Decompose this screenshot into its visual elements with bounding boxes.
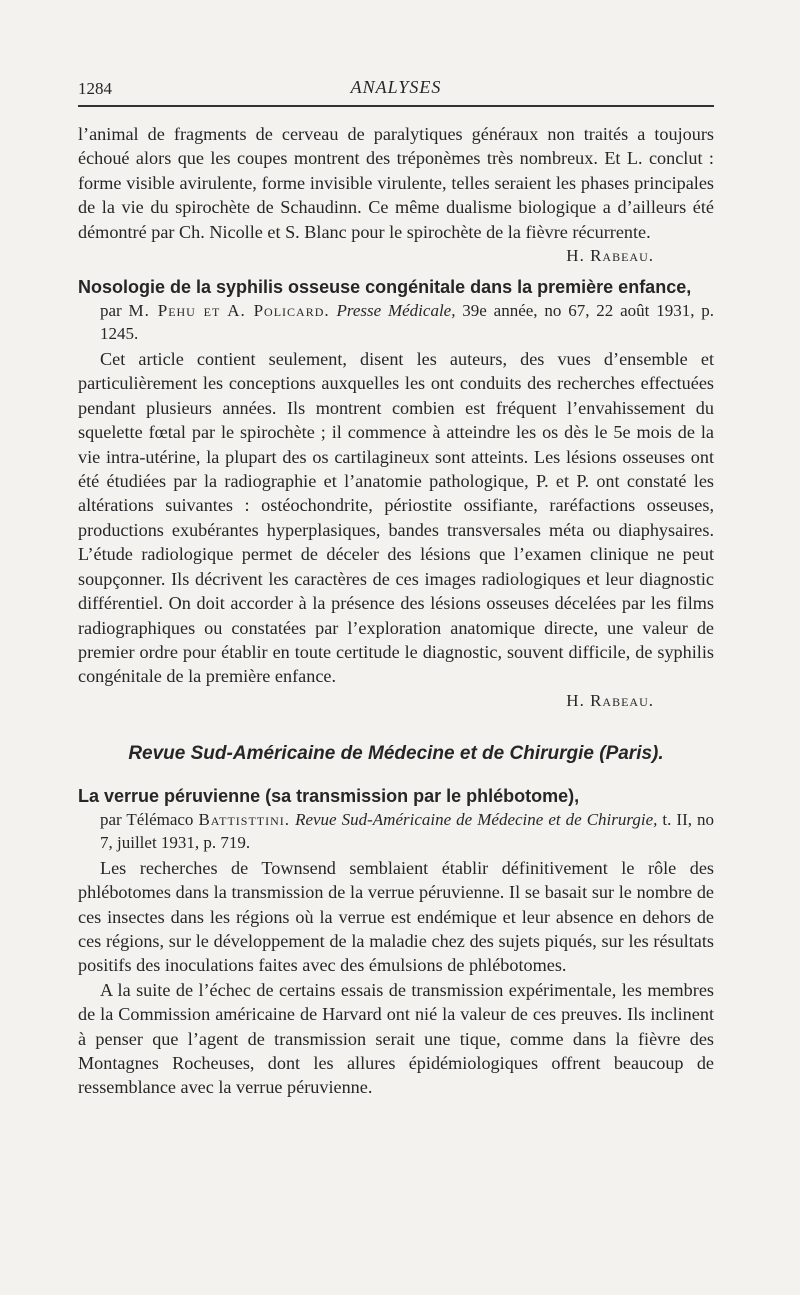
article2-body: Cet article contient seulement, disent les auteurs, des vues d’ensemble et particulièrement les conceptions auxquelles les ont conduits des recherches effectuées pendant plusieurs années. Ils montrent combien est fréquent l’envahissement du squelette fœtal par le spirochète ; il commence à atteindre les os dès le 5e mois de la vie intra-utérine, la plupart des os cartilagineux sont atteints. Les lésions osseuses ont été étudiées par la radiographie et l’anatomie pathologique, P. et P. ont constaté les altérations suivantes : ostéochondrite, périostite ossifiante, raréfactions osseuses, productions exubérantes hyperplasiques, bandes transversales méta ou diaphysaires. L’étude radiologique permet de déceler des lésions que l’examen clinique ne peut soupçonner. Ils décrivent les caractères de ces images radiologiques et leur diagnostic différentiel. On doit accorder à la présence des lésions osseuses décelées par les films radiographiques ou constatées par l’exploration anatomique directe, une valeur de premier ordre pour établir en toute certitude le diagnostic, souvent difficile, de syphilis congénitale de la première enfance. [78, 349, 714, 687]
page-number: 1284 [78, 79, 112, 98]
article2-signature: H. Rabeau. [566, 690, 654, 710]
article3-journal: Revue Sud-Américaine de Médecine et de Chirurgie, [295, 809, 658, 829]
article1-signature: H. Rabeau. [566, 246, 654, 266]
page-header [78, 75, 714, 107]
article2-ref-suffix: 39e année, no 67, 22 août 1931, p. 1245. [100, 301, 715, 344]
article2-authors: M. Pehu et A. Policard. [128, 301, 330, 321]
article1-tail-text: l’animal de fragments de cerveau de paralytiques généraux non traités a toujours échoué alors que les coupes montrent des tréponèmes très nombreux. Et L. conclut : forme visible avirulente, forme invisible virulente, telles seraient les phases principales de la vie du spirochète de Schaudinn. Ce même dualisme biologique a d’ailleurs été démontré par Ch. Nicolle et S. Blanc pour le spirochète de la fièvre récurrente. [78, 124, 714, 242]
article3-ref-prefix: par Télémaco [100, 809, 194, 829]
article2-journal: Presse Médicale, [336, 301, 456, 321]
article3-authors: Battisttini. [198, 809, 291, 829]
running-head: ANALYSES [350, 77, 442, 97]
article3-ref-suffix: t. II, no 7, juillet 1931, p. 719. [100, 809, 715, 852]
article2-ref-prefix: par [100, 301, 122, 321]
article3-body-paragraph-1: Les recherches de Townsend semblaient établir définitivement le rôle des phlébotomes dans la transmission de la verrue péruvienne. Il se basait sur le nombre de ces insectes dans les régions où la verrue est endémique et leur absence en dehors de ces régions, sur le développement de la maladie chez des sujets piqués, sur les résultats positifs des inoculations faites avec des émulsions de phlébotomes. [78, 857, 714, 976]
article2-title: Nosologie de la syphilis osseuse congénitale dans la première enfance, [78, 277, 692, 298]
article3-body-paragraph-2: A la suite de l’échec de certains essais de transmission expérimentale, les membres de la Commission américaine de Harvard ont nié la valeur de ces preuves. Ils inclinent à penser que l’agent de transmission serait une tique, comme dans la fièvre des Montagnes Rocheuses, dont les allures épidémiologiques offrent beaucoup de ressemblance avec la verrue péruvienne. [78, 979, 714, 1098]
page-content [78, 122, 714, 1100]
article3-title: La verrue péruvienne (sa transmission par le phlébotome), [78, 785, 580, 806]
section-title: Revue Sud-Américaine de Médecine et de Chirurgie (Paris). [128, 742, 664, 764]
article3-reference [78, 808, 714, 854]
article2-reference [78, 299, 714, 345]
